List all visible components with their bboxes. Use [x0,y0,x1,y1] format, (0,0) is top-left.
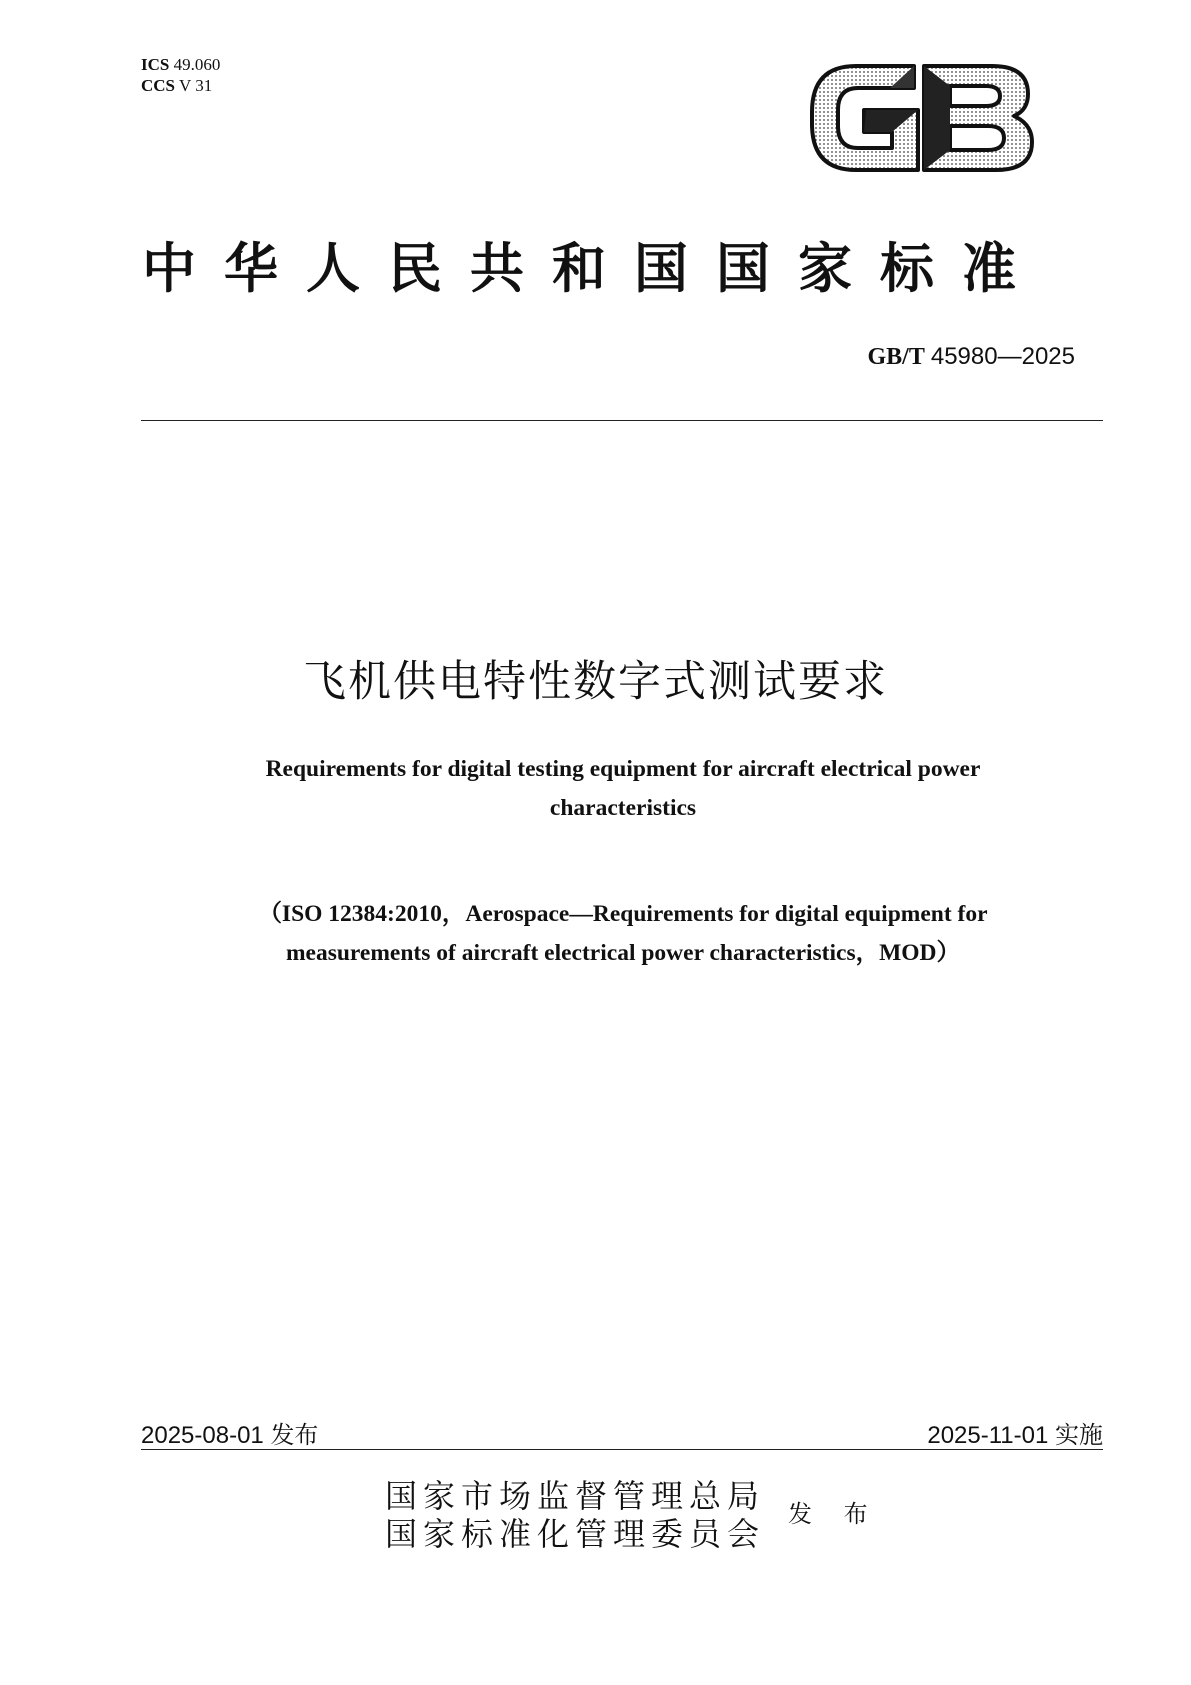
issuer-sac: 国家标准化管理委员会 [385,1515,766,1553]
ccs-label: CCS [141,76,176,95]
ics-label: ICS [141,55,170,74]
iso-reference-line-1: （ISO 12384:2010，Aerospace—Requirements for digital equipment for [258,901,988,927]
english-title-line-1: Requirements for digital testing equipment for aircraft electrical power [265,756,981,782]
issuing-authorities [385,1477,765,1553]
standard-prefix: GB/T [867,344,925,370]
english-title-line-2: characteristics [549,795,697,821]
publication-date [141,1415,318,1450]
ccs-value: V 31 [178,76,213,95]
bottom-divider [141,1449,1103,1450]
document-title-chinese: 飞机供电特性数字式测试要求 [303,657,888,707]
effective-date [927,1415,1103,1450]
gb-logo-icon [806,58,1038,178]
issuer-samr: 国家市场监督管理总局 [385,1477,766,1515]
iso-reference [140,895,1106,973]
published-label: 发布 [270,1421,319,1449]
effective-label: 实施 [1055,1421,1103,1449]
iso-reference-line-2: measurements of aircraft electrical power characteristics，MOD） [285,940,961,966]
standard-number [700,343,1075,371]
effective-date-value: 2025-11-01 [927,1422,1049,1449]
ccs-code [141,75,220,96]
top-divider [141,420,1103,421]
issued-label: 发 布 [788,1500,880,1528]
ics-code [141,54,220,75]
ics-value: 49.060 [173,55,221,74]
published-date-value: 2025-08-01 [141,1422,264,1449]
gb-standard-logo [806,58,1038,178]
document-title-english [150,750,1096,828]
standard-code: 45980—2025 [930,343,1075,370]
classification-codes [141,54,220,96]
national-standard-title: 中华人民共和国国家标准 [142,236,1044,300]
